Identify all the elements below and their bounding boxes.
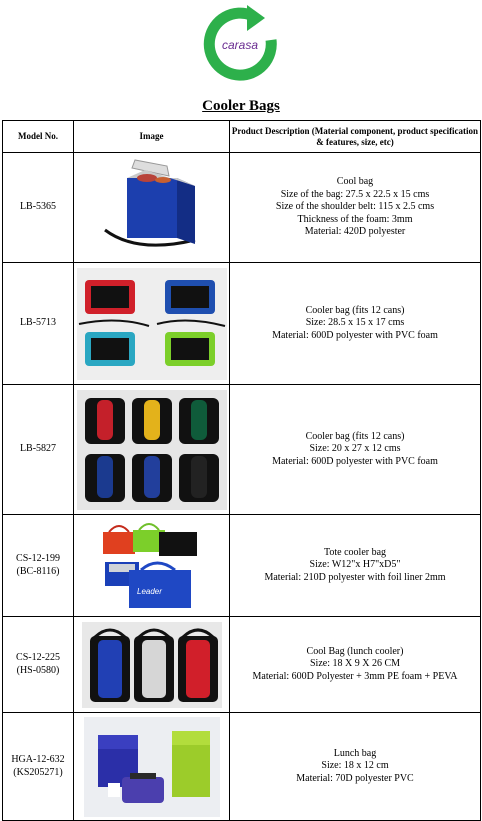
- image-cell: [74, 713, 230, 821]
- model-cell: [3, 713, 74, 821]
- description-line: Size: 18 x 12 cm: [321, 760, 389, 772]
- description-line: Size: 28.5 x 15 x 17 cms: [305, 317, 405, 329]
- description-line: Size of the shoulder belt: 115 x 2.5 cms: [275, 201, 435, 213]
- lunch-cooler-bags-image: [82, 622, 222, 708]
- blue-cool-bag-image: [77, 158, 227, 258]
- model-number: LB-5365: [19, 201, 57, 213]
- product-table: [2, 120, 481, 821]
- model-number: HGA-12-632: [11, 754, 65, 765]
- description-cell: [230, 713, 481, 821]
- description-cell: [230, 515, 481, 617]
- image-cell: [74, 385, 230, 515]
- header-description: Product Description (Material component, product specification & features, size, etc): [230, 121, 481, 153]
- model-cell: [3, 263, 74, 385]
- image-cell: [74, 153, 230, 263]
- table-header-row: [3, 121, 481, 153]
- description-line: Tote cooler bag: [323, 546, 387, 558]
- svg-text:Leader: Leader: [136, 586, 162, 596]
- model-cell: [3, 385, 74, 515]
- page-title: Cooler Bags: [202, 98, 280, 114]
- image-cell: [74, 515, 230, 617]
- description-line: Cool bag: [336, 176, 374, 188]
- description-line: Cooler bag (fits 12 cans): [305, 430, 405, 442]
- description-cell: [230, 153, 481, 263]
- table-row: [3, 515, 481, 617]
- company-logo: [199, 4, 281, 86]
- description-line: Lunch bag: [333, 747, 377, 759]
- description-line: Cool Bag (lunch cooler): [306, 645, 404, 657]
- table-row: [3, 153, 481, 263]
- description-line: Size: W12"x H7"xD5": [309, 559, 401, 571]
- description-line: Thickness of the foam: 3mm: [297, 213, 413, 225]
- header-image: Image: [74, 121, 230, 153]
- four-cooler-bags-image: [77, 268, 227, 380]
- image-cell: [74, 263, 230, 385]
- description-line: Cooler bag (fits 12 cans): [305, 304, 405, 316]
- logo-text: carasa: [221, 38, 259, 52]
- table-row: [3, 385, 481, 515]
- table-row: [3, 617, 481, 713]
- lunch-bags-image: [84, 717, 220, 817]
- table-row: [3, 263, 481, 385]
- model-number: CS-12-199: [16, 553, 60, 564]
- model-number: CS-12-225: [16, 652, 60, 663]
- description-line: Material: 420D polyester: [304, 226, 406, 238]
- six-cooler-bags-image: [77, 390, 227, 510]
- model-number-alt: (BC-8116): [16, 565, 60, 577]
- header-model: Model No.: [3, 121, 74, 153]
- tote-cooler-bags-image: [97, 518, 207, 614]
- model-cell: [3, 515, 74, 617]
- description-cell: [230, 263, 481, 385]
- description-line: Size of the bag: 27.5 x 22.5 x 15 cms: [280, 188, 430, 200]
- model-number-alt: (HS-0580): [16, 664, 60, 676]
- description-cell: [230, 385, 481, 515]
- image-cell: [74, 617, 230, 713]
- table-row: [3, 713, 481, 821]
- model-number: LB-5827: [19, 443, 57, 455]
- description-line: Material: 600D Polyester + 3mm PE foam + PEVA: [252, 670, 458, 682]
- description-cell: [230, 617, 481, 713]
- description-line: Material: 70D polyester PVC: [296, 772, 414, 784]
- description-line: Material: 600D polyester with PVC foam: [272, 329, 438, 341]
- model-cell: [3, 617, 74, 713]
- description-line: Size: 20 x 27 x 12 cms: [309, 443, 401, 455]
- model-cell: [3, 153, 74, 263]
- model-number-alt: (KS205271): [13, 766, 63, 778]
- description-line: Size: 18 X 9 X 26 CM: [310, 658, 400, 670]
- description-line: Material: 600D polyester with PVC foam: [272, 455, 438, 467]
- description-line: Material: 210D polyester with foil liner 2mm: [264, 571, 446, 583]
- circular-arrow-icon: [199, 4, 281, 86]
- model-number: LB-5713: [19, 317, 57, 329]
